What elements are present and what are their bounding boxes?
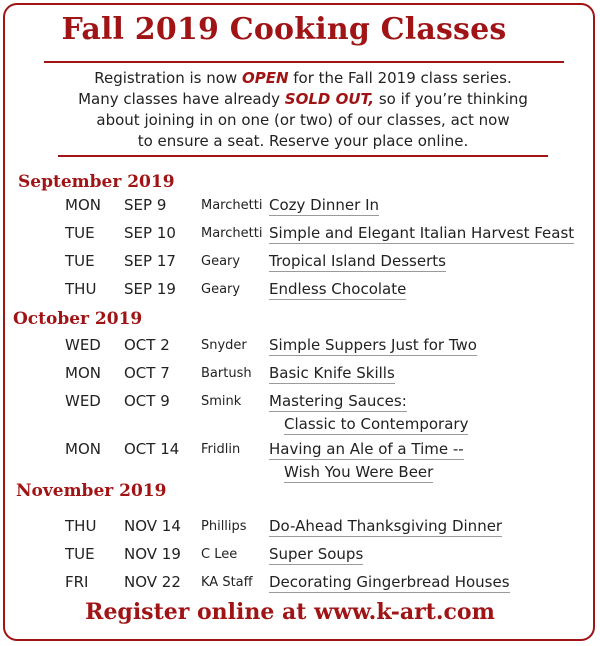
class-link[interactable] (269, 545, 363, 565)
class-instructor: Marchetti (201, 198, 263, 213)
intro-line-1 (20, 68, 586, 89)
class-row (0, 392, 600, 438)
class-instructor: Marchetti (201, 226, 263, 241)
class-row (0, 336, 600, 360)
intro-line-4: to ensure a seat. Reserve your place online. (137, 132, 469, 150)
class-date: NOV 14 (124, 517, 181, 535)
class-link[interactable] (269, 440, 464, 483)
class-instructor: Bartush (201, 366, 252, 381)
intro-text: Registration is now (94, 69, 242, 87)
class-link[interactable] (269, 252, 446, 272)
month-heading-september: September 2019 (18, 172, 175, 192)
class-link[interactable] (269, 573, 510, 593)
class-instructor: Fridlin (201, 442, 241, 457)
class-day: MON (65, 196, 101, 214)
class-link[interactable] (269, 224, 574, 244)
class-link-text[interactable]: Simple and Elegant Italian Harvest Feast (269, 224, 575, 242)
class-date: OCT 9 (124, 392, 170, 410)
class-day: THU (65, 280, 97, 298)
class-date: NOV 19 (124, 545, 181, 563)
class-link-text[interactable]: Do-Ahead Thanksgiving Dinner (269, 517, 503, 535)
class-day: TUE (65, 252, 95, 270)
class-date: SEP 9 (124, 196, 167, 214)
class-link-text[interactable]: Mastering Sauces: (269, 392, 407, 410)
class-link-text[interactable]: Basic Knife Skills (269, 364, 395, 382)
class-date: NOV 22 (124, 573, 181, 591)
class-link-text[interactable]: Having an Ale of a Time -- (269, 440, 464, 458)
class-row (0, 252, 600, 276)
class-day: WED (65, 336, 101, 354)
class-day: FRI (65, 573, 89, 591)
intro-line-3: about joining in on one (or two) of our classes, act now (96, 111, 510, 129)
class-link-text[interactable]: Decorating Gingerbread Houses (269, 573, 510, 591)
class-instructor: Geary (201, 254, 241, 269)
class-instructor: C Lee (201, 547, 238, 562)
class-row (0, 364, 600, 388)
class-day: THU (65, 517, 97, 535)
intro-divider (58, 155, 548, 157)
open-highlight: OPEN (241, 69, 289, 87)
class-date: SEP 17 (124, 252, 176, 270)
class-link-text[interactable]: Cozy Dinner In (269, 196, 379, 214)
class-date: OCT 7 (124, 364, 170, 382)
intro-text: Many classes have already (78, 90, 285, 108)
register-online-link[interactable]: Register online at www.k-art.com (85, 599, 495, 625)
class-instructor: Phillips (201, 519, 247, 534)
class-link-text-line-2[interactable]: Classic to Contemporary (284, 415, 469, 433)
page-title: Fall 2019 Cooking Classes (61, 12, 507, 47)
month-heading-november: November 2019 (16, 481, 167, 501)
class-day: MON (65, 440, 101, 458)
class-instructor: Geary (201, 282, 241, 297)
class-date: SEP 19 (124, 280, 176, 298)
class-day: WED (65, 392, 101, 410)
class-row (0, 573, 600, 597)
class-link[interactable] (269, 336, 477, 356)
intro-paragraph (20, 68, 586, 152)
class-row (0, 440, 600, 486)
class-link-text[interactable]: Endless Chocolate (269, 280, 407, 298)
month-heading-october: October 2019 (13, 309, 143, 329)
class-date: OCT 14 (124, 440, 180, 458)
class-link-text-line-2[interactable]: Wish You Were Beer (284, 463, 434, 481)
class-instructor: Snyder (201, 338, 247, 353)
class-row (0, 224, 600, 248)
class-link-text[interactable]: Super Soups (269, 545, 364, 563)
class-link[interactable] (269, 392, 468, 435)
top-divider (44, 61, 564, 63)
intro-line-2 (20, 89, 586, 110)
class-day: MON (65, 364, 101, 382)
class-link[interactable] (269, 196, 379, 216)
class-day: TUE (65, 545, 95, 563)
class-row (0, 280, 600, 304)
class-link[interactable] (269, 364, 395, 384)
class-date: OCT 2 (124, 336, 170, 354)
class-instructor: Smink (201, 394, 242, 409)
class-row (0, 196, 600, 220)
intro-text: for the Fall 2019 class series. (288, 69, 512, 87)
class-day: TUE (65, 224, 95, 242)
class-row (0, 517, 600, 541)
class-date: SEP 10 (124, 224, 176, 242)
class-row (0, 545, 600, 569)
class-instructor: KA Staff (201, 575, 253, 590)
class-link-text[interactable]: Tropical Island Desserts (269, 252, 446, 270)
class-link[interactable] (269, 280, 406, 300)
intro-text: so if you’re thinking (374, 90, 528, 108)
sold-out-highlight: SOLD OUT, (284, 90, 375, 108)
class-link[interactable] (269, 517, 502, 537)
class-link-text[interactable]: Simple Suppers Just for Two (269, 336, 477, 354)
